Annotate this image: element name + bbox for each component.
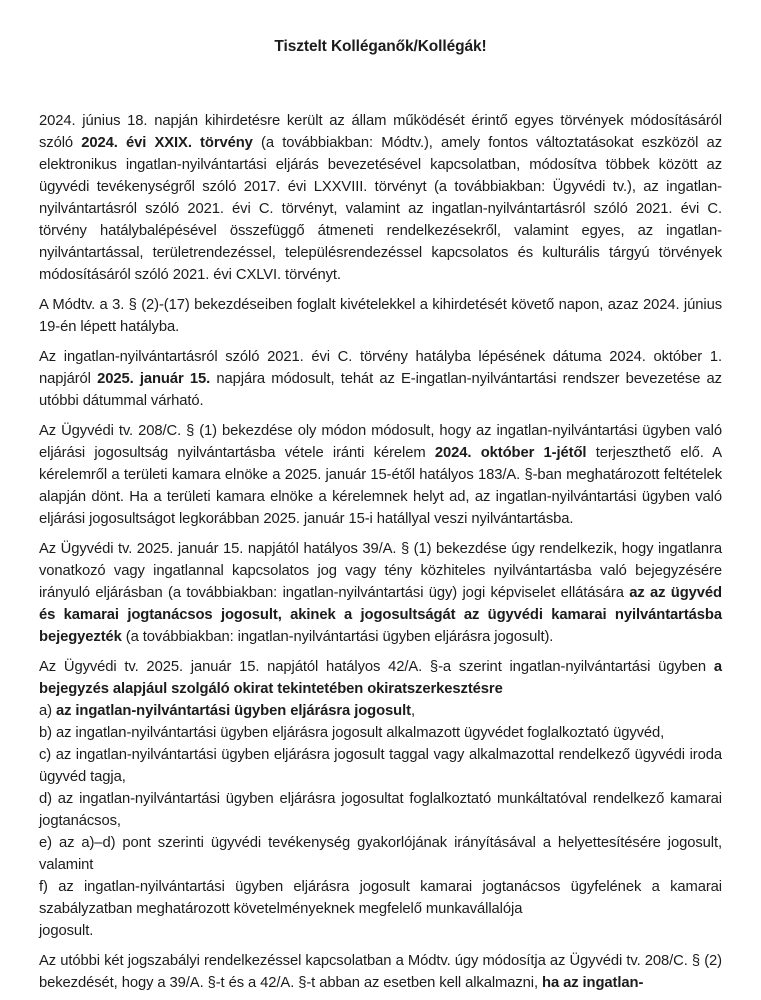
text-run: A Módtv. a 3. § (2)-(17) bekezdéseiben foglalt kivételekkel a kihirdetését követő napon, azaz 2024. június 19-én lépett hatályba. <box>39 297 722 335</box>
list-item-f <box>39 876 722 920</box>
text-run-bold: a bejegyzés alapjául szolgáló okirat tekintetében okiratszerkesztésre <box>39 659 722 697</box>
paragraph-registry-date-change <box>39 346 722 412</box>
text-run: d) az ingatlan-nyilvántartási ügyben eljárásra jogosultat foglalkoztató munkáltatóval rendelkező kamarai jogtanácsos, <box>39 791 722 829</box>
text-run-bold: 2024. október 1-jétől <box>434 445 587 461</box>
list-item-b <box>39 722 722 744</box>
list-item-c <box>39 744 722 788</box>
text-run: Az Ügyvédi tv. 2025. január 15. napjától hatályos 42/A. §-a szerint ingatlan-nyilvántartási ügyben <box>39 659 714 675</box>
document-title: Tisztelt Kolléganők/Kollégák! <box>274 38 487 55</box>
text-run: Az Ügyvédi tv. 2025. január 15. napjától hatályos 39/A. § (1) bekezdése úgy rendelkezik, hogy ingatlanra vonatkozó vagy ingatlannal kapcsolatos jog vagy tény közhiteles nyilvántartásba való bejegyzésére irányuló eljárásban (a továbbiakban: ingatlan-nyilvántartási ügy) jogi képviselet ellátására <box>39 541 722 601</box>
text-run: b) az ingatlan-nyilvántartási ügyben eljárásra jogosult alkalmazott ügyvédet foglalkoztató ügyvéd, <box>39 725 665 741</box>
list-item-d <box>39 788 722 832</box>
text-run: Az utóbbi két jogszabályi rendelkezéssel kapcsolatban a Módtv. úgy módosítja az Ügyvédi tv. 208/C. § (2) bekezdését, hogy a 39/A. §-t és a 42/A. §-t abban az esetben kell alkalmazni, <box>39 953 722 991</box>
text-run: Az ingatlan-nyilvántartásról szóló 2021. évi C. törvény hatályba lépésének dátuma 2024. október 1. napjáról <box>39 349 722 387</box>
text-run: c) az ingatlan-nyilvántartási ügyben eljárásra jogosult taggal vagy alkalmazottal rendelkező ügyvédi iroda ügyvéd tagja, <box>39 747 722 785</box>
paragraph-effective-date <box>39 294 722 338</box>
paragraph-final-truncated <box>39 950 722 994</box>
text-run: a) <box>39 703 56 719</box>
text-run: terjeszthető elő. A kérelemről a területi kamara elnöke a 2025. január 15-étől hatályos 183/A. §-ban meghatározott feltételek alapján dönt. Ha a területi kamara elnöke a kérelemnek helyt ad, az ingatlan-nyilvántartási ügyben való eljárási jogosultságot legkorábban 2025. január 15-i hatállyal veszi nyilvántartásba. <box>39 445 722 527</box>
paragraph-42a-intro <box>39 656 722 700</box>
text-run: e) az a)–d) pont szerinti ügyvédi tevékenység gyakorlójának irányításával a helyettesítésére jogosult, valamint <box>39 835 722 873</box>
text-run: (a továbbiakban: ingatlan-nyilvántartási ügyben eljárásra jogosult). <box>121 629 554 645</box>
text-run: Az Ügyvédi tv. 208/C. § (1) bekezdése oly módon módosult, hogy az ingatlan-nyilvántartási ügyben való eljárási jogosultság nyilvántartásba vétele iránti kérelem <box>39 423 722 461</box>
paragraph-208c-request <box>39 420 722 530</box>
text-run: f) az ingatlan-nyilvántartási ügyben eljárásra jogosult kamarai jogtanácsos ügyfelének a kamarai szabályzatban meghatározott követelményeknek megfelelő munkavállalója <box>39 879 722 917</box>
text-run: napjára módosult, tehát az E-ingatlan-nyilvántartási rendszer bevezetése az utóbbi dátummal várható. <box>39 371 722 409</box>
paragraph-intro-law <box>39 110 722 286</box>
list-closing-line <box>39 920 722 942</box>
text-run: jogosult. <box>39 923 94 939</box>
list-item-a <box>39 700 722 722</box>
text-run: 2024. június 18. napján kihirdetésre került az állam működését érintő egyes törvények módosításáról szóló <box>39 113 722 151</box>
text-run-bold: 2025. január 15. <box>97 371 211 387</box>
text-run-bold: ha az ingatlan- <box>542 975 644 991</box>
list-item-e <box>39 832 722 876</box>
text-run-bold: az ingatlan-nyilvántartási ügyben eljárásra jogosult <box>55 703 411 719</box>
text-run: (a továbbiakban: Módtv.), amely fontos változtatásokat eszközöl az elektronikus ingatlan-nyilvántartási eljárás bevezetésével kapcsolatban, módosítva többek között az ügyvédi tevékenységről szóló 2017. évi LXXVIII. törvényt (a továbbiakban: Ügyvédi tv.), az ingatlan-nyilvántartásról szóló 2021. évi C. törvényt, valamint az ingatlan-nyilvántartásról szóló 2021. évi C. törvény hatálybalépésével összefüggő átmeneti rendelkezésekről, valamint egyes, az ingatlan-nyilvántartással, területrendezéssel, településrendezéssel kapcsolatos és kulturális tárgyú törvények módosításáról szóló 2021. évi CXLVI. törvényt. <box>39 135 722 283</box>
text-run: , <box>410 703 415 719</box>
text-run-bold: 2024. évi XXIX. törvény <box>81 135 253 151</box>
paragraph-39a-representation <box>39 538 722 648</box>
text-run-bold: az az ügyvéd és kamarai jogtanácsos jogosult, akinek a jogosultságát az ügyvédi kamarai nyilvántartásba bejegyezték <box>39 585 722 645</box>
